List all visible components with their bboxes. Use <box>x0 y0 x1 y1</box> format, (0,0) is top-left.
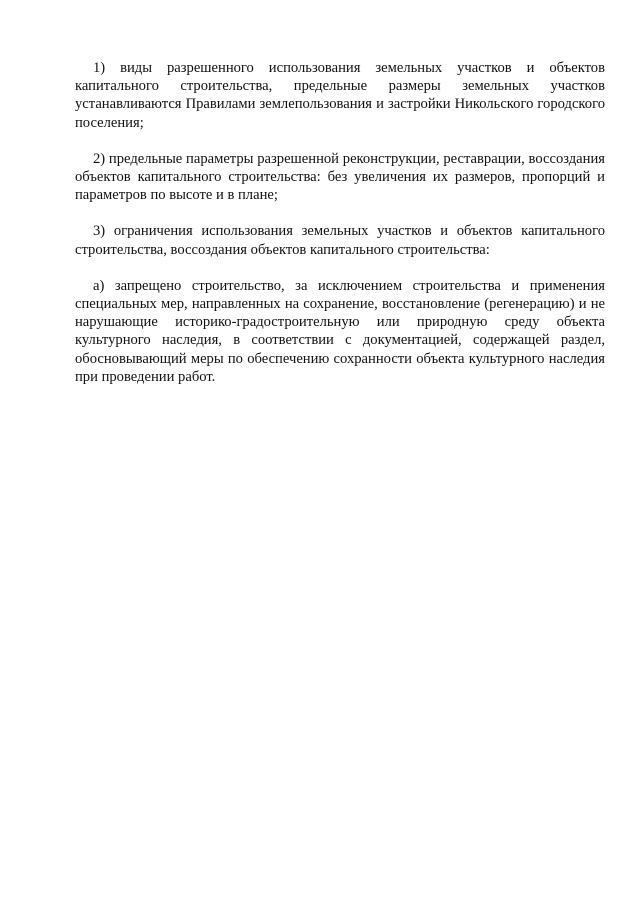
paragraph-1-text: 1) виды разрешенного использования земельных участков и объектов капитального строительства, предельные размеры земельных участков устанавливаются Правилами землепользования и застройки Никольского городского поселения; <box>75 60 605 131</box>
paragraph-2-text: 2) предельные параметры разрешенной реконструкции, реставрации, воссоздания объектов капитального строительства: без увеличения их размеров, пропорций и параметров по высоте и в плане; <box>75 150 605 204</box>
paragraph-1 <box>75 59 605 132</box>
paragraph-3-text: 3) ограничения использования земельных участков и объектов капитального строительства, воссоздания объектов капитального строительства: <box>75 223 605 258</box>
paragraph-4 <box>75 277 605 386</box>
paragraph-2 <box>75 150 605 205</box>
document-body <box>75 59 605 404</box>
paragraph-4-text: а) запрещено строительство, за исключением строительства и применения специальных мер, направленных на сохранение, восстановление (регенерацию) и не нарушающие историко-градостроительную или природную среду объекта культурного наследия, в соответствии с документацией, содержащей раздел, обосновывающий меры по обеспечению сохранности объекта культурного наследия при проведении работ. <box>75 277 605 385</box>
paragraph-3 <box>75 222 605 258</box>
